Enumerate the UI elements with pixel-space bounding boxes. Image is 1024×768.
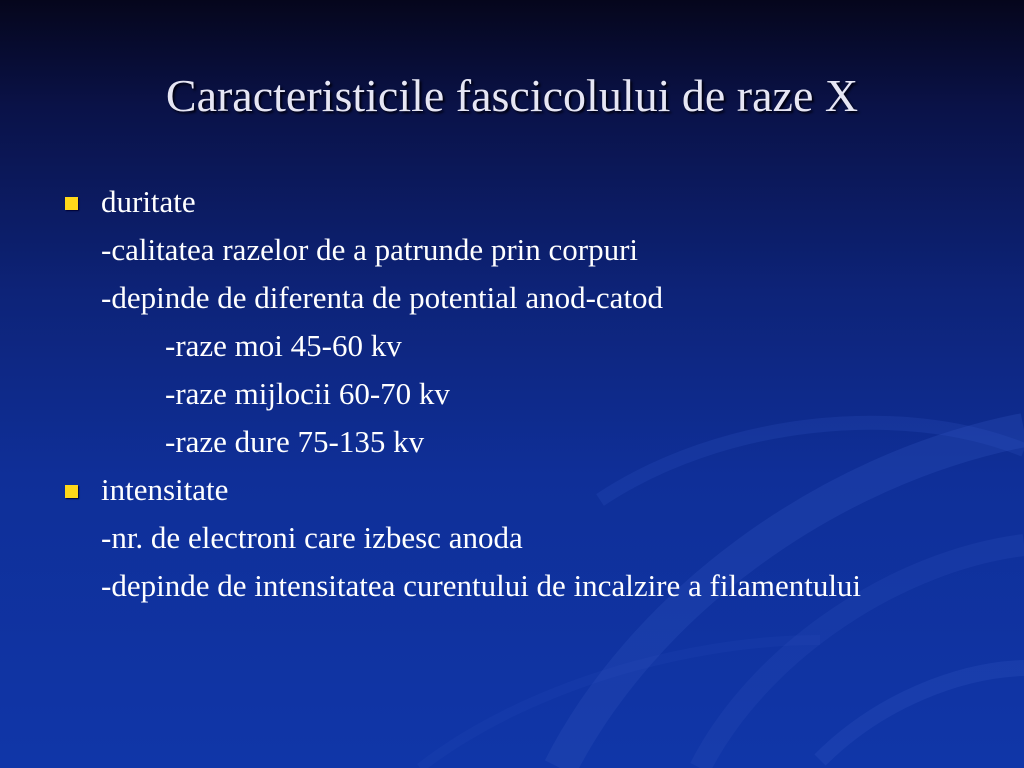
- square-bullet-icon: [65, 485, 78, 498]
- body-sub-line: -raze dure 75-135 kv: [165, 424, 425, 459]
- body-sub-line: -raze mijlocii 60-70 kv: [165, 376, 450, 411]
- body-line-wrapped: -depinde de intensitatea curentului de incalzire a filamentului: [101, 568, 862, 603]
- body-line: -nr. de electroni care izbesc anoda: [101, 520, 523, 555]
- bullet-item-duritate: [60, 178, 960, 226]
- square-bullet-icon: [65, 197, 78, 210]
- bullet-heading: intensitate: [101, 472, 229, 507]
- body-line: -calitatea razelor de a patrunde prin corpuri: [101, 232, 639, 267]
- slide-body: [60, 178, 960, 603]
- bullet-heading: duritate: [101, 184, 196, 219]
- bullet-item-intensitate: [60, 466, 960, 514]
- body-line: -depinde de diferenta de potential anod-catod: [101, 280, 664, 315]
- slide-title: Caracteristicile fascicolului de raze X: [165, 70, 859, 121]
- body-sub-line: -raze moi 45-60 kv: [165, 328, 402, 363]
